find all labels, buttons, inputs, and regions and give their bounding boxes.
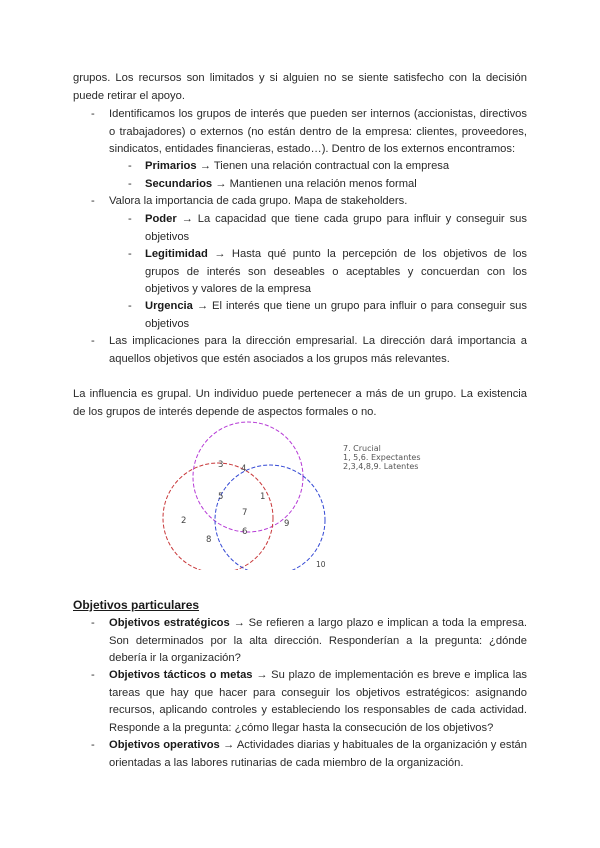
venn-label-4: 4 [241,464,247,474]
objetivo-operativos [109,737,527,772]
legend-expectantes: 1, 5,6. Expectantes [343,453,421,462]
term: Objetivos tácticos o metas [109,669,253,681]
legend-crucial: 7. Crucial [343,444,381,453]
arrow-icon: → [233,617,245,629]
objetivo-tacticos [109,667,527,737]
objetivo-text: Se refieren a largo plazo e implican a toda la empresa. Son determinados por la alta dirección. Responderían a la pregunta: ¿dónde debería ir la organización? [109,617,528,665]
arrow-icon: → [199,160,211,172]
venn-label-9: 9 [284,519,290,529]
arrow-icon: → [196,300,209,312]
sub-legitimidad [145,246,527,299]
intro-text: grupos. Los recursos son limitados y si alguien no se siente satisfecho con la decisión puede retirar el apoyo. [73,72,527,102]
legend-latentes: 2,3,4,8,9. Latentes [343,462,419,471]
term: Objetivos operativos [109,739,220,751]
term: Legitimidad [145,248,208,260]
arrow-icon: → [223,739,235,751]
term: Primarios [145,160,197,172]
sub-dash: - [128,213,132,225]
term: Urgencia [145,300,193,312]
arrow-icon: → [214,248,226,260]
bullet-dash: - [91,195,95,207]
venn-legend [343,444,421,471]
bullet-dash: - [91,108,95,120]
objetivo-estrategicos [109,615,527,668]
objetivo-text: Actividades diarias y habituales de la organización y están orientadas a las labores rutinarias de cada miembro de la organización. [109,739,528,769]
section-title [73,597,527,616]
venn-label-8: 8 [206,535,212,545]
arrow-icon: → [215,178,227,190]
term: Poder [145,213,177,225]
circle-legitimidad [163,463,273,570]
venn-label-6: 6 [242,527,248,537]
sub-primarios [145,158,527,176]
circle-urgencia [215,465,325,570]
venn-label-3: 3 [218,460,224,470]
arrow-icon: → [181,213,193,225]
venn-label-1: 1 [260,492,266,502]
stakeholder-venn-diagram [150,420,340,570]
term: Objetivos estratégicos [109,617,230,629]
bullet-dash: - [91,335,95,347]
sub-text: El interés que tiene un grupo para influir o para conseguir sus objetivos [145,300,527,330]
sub-text: Tienen una relación contractual con la empresa [213,160,450,172]
sub-poder [145,211,527,246]
sub-dash: - [128,160,132,172]
venn-label-10: 10 [316,560,326,569]
sub-dash: - [128,248,132,260]
sub-secundarios [145,176,527,194]
bullet-valora [109,193,527,211]
bullet-text: Identificamos los grupos de interés que pueden ser internos (accionistas, directivos o trabajadores) o externos (no están dentro de la empresa: clientes, proveedores, sindicatos, entidades financieras, estado…). Dentro de los externos encontramos: [109,108,527,156]
intro-paragraph [73,70,527,105]
objetivo-text: Su plazo de implementación es breve e implica las tareas que hay que hacer para conseguir los objetivos estratégicos: asignando recursos, aplicando controles y estableciendo los responsables de cada actividad. Responde a la pregunta: ¿cómo llegar hasta la consecución de los objetivos? [109,669,528,734]
venn-label-2: 2 [181,516,187,526]
sub-text: Mantienen una relación menos formal [229,178,417,190]
bullet-dash: - [91,617,95,629]
bullet-identificamos [109,106,527,159]
venn-label-5: 5 [218,492,224,502]
influencia-text: La influencia es grupal. Un individuo puede pertenecer a más de un grupo. La existencia de los grupos de interés depende de aspectos formales o no. [73,388,527,418]
bullet-text: Las implicaciones para la dirección empresarial. La dirección dará importancia a aquellos objetivos que estén asociados a los grupos más relevantes. [109,335,527,365]
sub-dash: - [128,178,132,190]
objetivos-title: Objetivos particulares [73,598,200,612]
circle-poder [193,422,303,532]
sub-text: Hasta qué punto la percepción de los objetivos de los grupos de interés son deseables o aceptables y concuerdan con los objetivos y valores de la empresa [145,248,528,296]
bullet-dash: - [91,669,95,681]
sub-dash: - [128,300,132,312]
term: Secundarios [145,178,213,190]
sub-text: La capacidad que tiene cada grupo para influir y conseguir sus objetivos [145,213,528,243]
arrow-icon: → [256,669,268,681]
bullet-dash: - [91,739,95,751]
venn-label-7: 7 [242,508,248,518]
influencia-paragraph [73,386,527,421]
sub-urgencia [145,298,527,333]
bullet-implicaciones [109,333,527,368]
bullet-text: Valora la importancia de cada grupo. Mapa de stakeholders. [109,195,408,207]
